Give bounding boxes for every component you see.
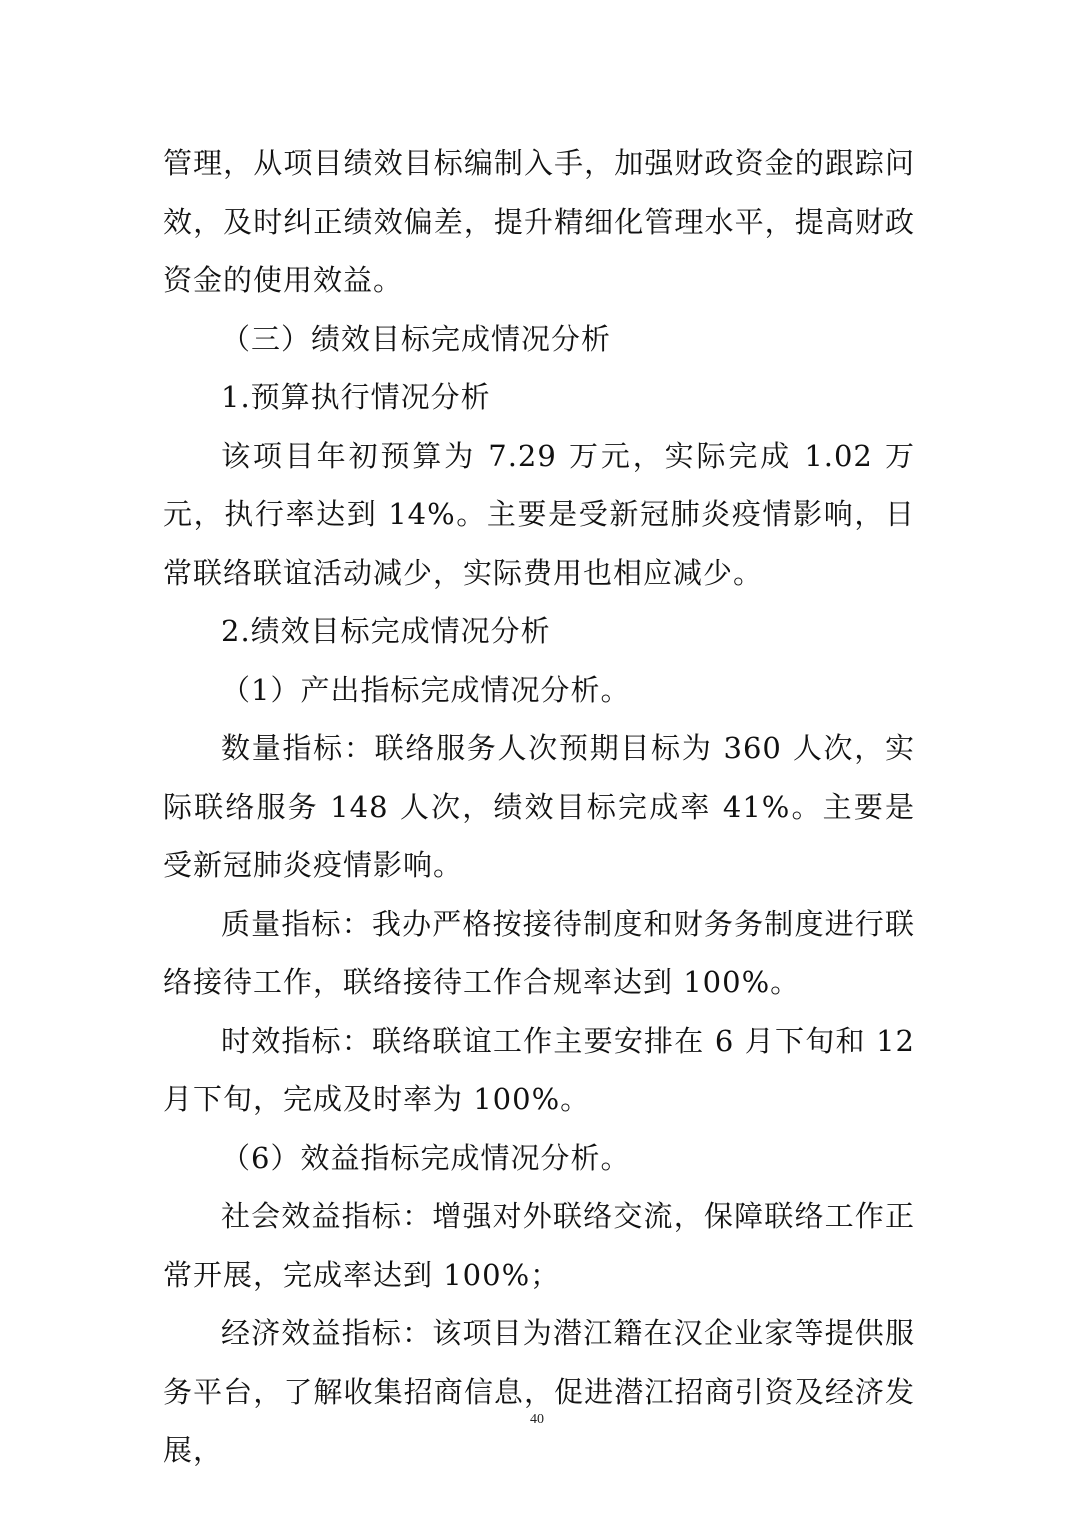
subheading-goal-completion: 2.绩效目标完成情况分析 bbox=[221, 614, 551, 648]
subheading-budget-execution: 1.预算执行情况分析 bbox=[221, 380, 491, 414]
paragraph-social-benefit: 社会效益指标：增强对外联络交流，保障联络工作正常开展，完成率达到 100%； bbox=[163, 1199, 915, 1292]
section-heading-performance-analysis: （三）绩效目标完成情况分析 bbox=[221, 321, 612, 356]
paragraph-quantity-indicator: 数量指标：联络服务人次预期目标为 360 人次，实际联络服务 148 人次，绩效目标完成率 41%。主要是受新冠肺炎疫情影响。 bbox=[163, 731, 915, 882]
subheading-benefit-indicators: （6）效益指标完成情况分析。 bbox=[221, 1140, 631, 1175]
paragraph-continuation: 管理，从项目绩效目标编制入手，加强财政资金的跟踪问效，及时纠正绩效偏差，提升精细化管理水平，提高财政资金的使用效益。 bbox=[163, 146, 915, 297]
subheading-output-indicators: （1）产出指标完成情况分析。 bbox=[221, 672, 631, 707]
paragraph-quality-indicator: 质量指标：我办严格按接待制度和财务务制度进行联络接待工作，联络接待工作合规率达到 100%。 bbox=[163, 906, 915, 999]
page-number: 40 bbox=[530, 1412, 544, 1427]
paragraph-budget-execution: 该项目年初预算为 7.29 万元，实际完成 1.02 万元，执行率达到 14%。主要是受新冠肺炎疫情影响，日常联络联谊活动减少，实际费用也相应减少。 bbox=[163, 438, 915, 590]
document-body bbox=[163, 134, 915, 1480]
paragraph-timeliness-indicator: 时效指标：联络联谊工作主要安排在 6 月下旬和 12 月下旬，完成及时率为 100%。 bbox=[163, 1023, 915, 1116]
paragraph-economic-benefit: 经济效益指标：该项目为潜江籍在汉企业家等提供服务平台，了解收集招商信息，促进潜江招商引资及经济发展， bbox=[163, 1316, 915, 1467]
